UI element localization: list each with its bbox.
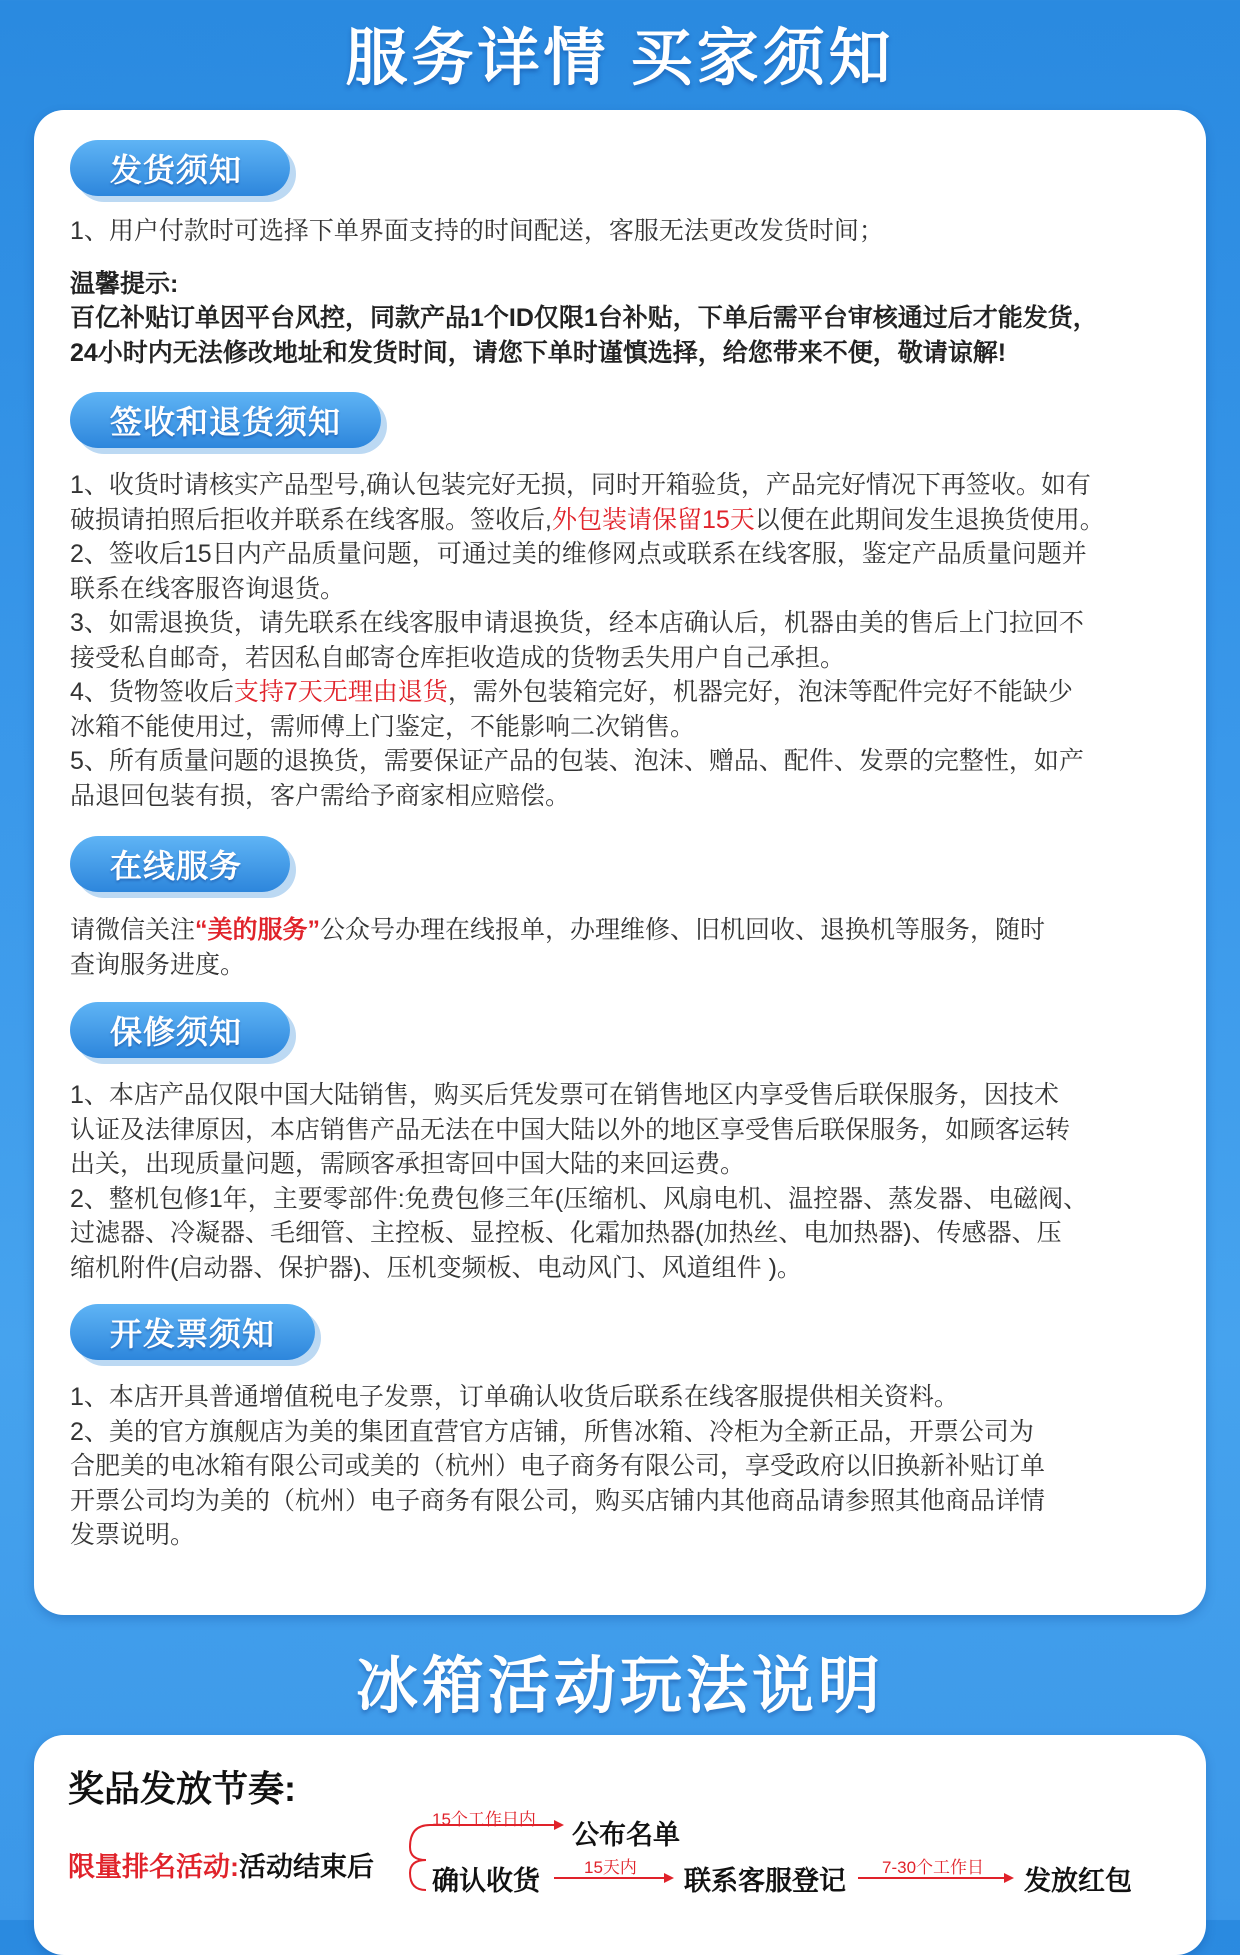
section-title-returns: 签收和退货须知 — [70, 392, 381, 448]
publish-list-label: 公布名单 — [572, 1820, 680, 1850]
returns-line: 品退回包装有损，客户需给予商家相应赔偿。 — [70, 781, 571, 810]
warranty-line: 2、整机包修1年，主要零部件:免费包修三年(压缩机、风扇电机、温控器、蒸发器、电磁阀、 — [70, 1184, 1089, 1213]
contact-cs-label: 联系客服登记 — [684, 1866, 846, 1896]
warranty-line: 缩机附件(启动器、保护器)、压机变频板、电动风门、风道组件 )。 — [70, 1253, 802, 1282]
confirm-receipt-label: 确认收货 — [432, 1866, 540, 1896]
section-title-warranty: 保修须知 — [70, 1002, 290, 1058]
highlight-midea-service: “美的服务” — [195, 916, 321, 944]
section-title-shipping: 发货须知 — [70, 140, 290, 196]
warranty-text — [70, 1078, 1190, 1285]
warranty-line: 过滤器、冷凝器、毛细管、主控板、显控板、化霜加热器(加热丝、电加热器)、传感器、压 — [70, 1219, 1062, 1247]
invoice-line: 2、美的官方旗舰店为美的集团直营官方店铺，所售冰箱、冷柜为全新正品，开票公司为 — [70, 1417, 1034, 1446]
arrow-head — [554, 1820, 564, 1830]
tip-label: 温馨提示: — [70, 269, 179, 298]
tip-line: 百亿补贴订单因平台风控，同款产品1个ID仅限1台补贴，下单后需平台审核通过后才能发货， — [70, 304, 1098, 332]
invoice-line: 1、本店开具普通增值税电子发票，订单确认收货后联系在线客服提供相关资料。 — [70, 1383, 959, 1411]
after-end-label: 活动结束后 — [239, 1852, 374, 1882]
returns-line — [70, 675, 1190, 710]
tip-line: 24小时内无法修改地址和发货时间，请您下单时谨慎选择，给您带来不便，敬请谅解! — [70, 338, 1007, 367]
days7-30-label: 7-30个工作日 — [882, 1858, 985, 1877]
online-text — [70, 913, 1190, 982]
returns-line: 联系在线客服咨询退货。 — [70, 574, 346, 603]
text-span: 破损请拍照后拒收并联系在线客服。签收后, — [70, 505, 552, 534]
page-title: 服务详情 买家须知 — [345, 24, 895, 93]
invoice-line: 发票说明。 — [70, 1521, 196, 1549]
returns-line: 冰箱不能使用过，需师傅上门鉴定，不能影响二次销售。 — [70, 712, 696, 741]
returns-line: 3、如需退换货，请先联系在线客服申请退换货，经本店确认后，机器由美的售后上门拉回不 — [70, 609, 1084, 637]
activity-title: 冰箱活动玩法说明 — [355, 1651, 884, 1721]
service-details-card — [34, 110, 1206, 1615]
invoice-line: 合肥美的电冰箱有限公司或美的（杭州）电子商务有限公司，享受政府以旧换新补贴订单 — [70, 1452, 1046, 1480]
returns-line: 1、收货时请核实产品型号,确认包装完好无损，同时开箱验货，产品完好情况下再签收。如有 — [70, 471, 1091, 499]
highlight-keep-box: 外包装请保留15天 — [551, 505, 755, 534]
online-line: 查询服务进度。 — [70, 950, 246, 979]
returns-text — [70, 468, 1190, 813]
warranty-line: 认证及法律原因，本店销售产品无法在中国大陆以外的地区享受售后联保服务，如顾客运转 — [70, 1115, 1071, 1144]
text-span: 请微信关注 — [70, 916, 196, 944]
activity-card — [34, 1735, 1206, 1955]
online-line — [70, 913, 1190, 948]
flow-arrows — [34, 1735, 1206, 1955]
arrow-to-confirm — [410, 1860, 426, 1890]
shipping-line: 1、用户付款时可选择下单界面支持的时间配送，客服无法更改发货时间； — [70, 217, 884, 245]
highlight-7day-return: 支持7天无理由退货 — [233, 678, 448, 706]
arrow-head — [1004, 1873, 1014, 1883]
arrow-to-publish — [410, 1825, 554, 1860]
arrow-head — [664, 1873, 674, 1883]
flow-title: 奖品发放节奏: — [68, 1768, 296, 1809]
send-redpacket-label: 发放红包 — [1024, 1866, 1132, 1896]
returns-line: 2、签收后15日内产品质量问题，可通过美的维修网点或联系在线客服，鉴定产品质量问题并 — [70, 540, 1087, 568]
rank-label: 限量排名活动: — [68, 1852, 239, 1882]
warranty-line: 1、本店产品仅限中国大陆销售，购买后凭发票可在销售地区内享受售后联保服务，因技术 — [70, 1081, 1059, 1109]
invoice-text — [70, 1380, 1190, 1553]
text-span: ，需外包装箱完好，机器完好，泡沫等配件完好不能缺少 — [447, 678, 1073, 706]
warranty-line: 出关，出现质量问题，需顾客承担寄回中国大陆的来回运费。 — [70, 1150, 746, 1178]
returns-line: 5、所有质量问题的退换货，需要保证产品的包装、泡沫、赠品、配件、发票的完整性，如产 — [70, 747, 1084, 775]
section-title-invoice: 开发票须知 — [70, 1304, 315, 1360]
returns-line: 接受私自邮奇，若因私自邮寄仓库拒收造成的货物丢失用户自己承担。 — [70, 643, 846, 672]
invoice-line: 开票公司均为美的（杭州）电子商务有限公司，购买店铺内其他商品请参照其他商品详情 — [70, 1486, 1046, 1515]
text-span: 公众号办理在线报单，办理维修、旧机回收、退换机等服务，随时 — [320, 916, 1046, 944]
shipping-text — [70, 214, 1190, 370]
section-title-online: 在线服务 — [70, 836, 290, 892]
days15-label: 15天内 — [584, 1858, 637, 1877]
text-span: 以便在此期间发生退换货使用。 — [754, 505, 1105, 534]
days15-work-label: 15个工作日内 — [432, 1810, 536, 1829]
text-span: 4、货物签收后 — [70, 678, 234, 706]
returns-line — [70, 503, 1190, 538]
